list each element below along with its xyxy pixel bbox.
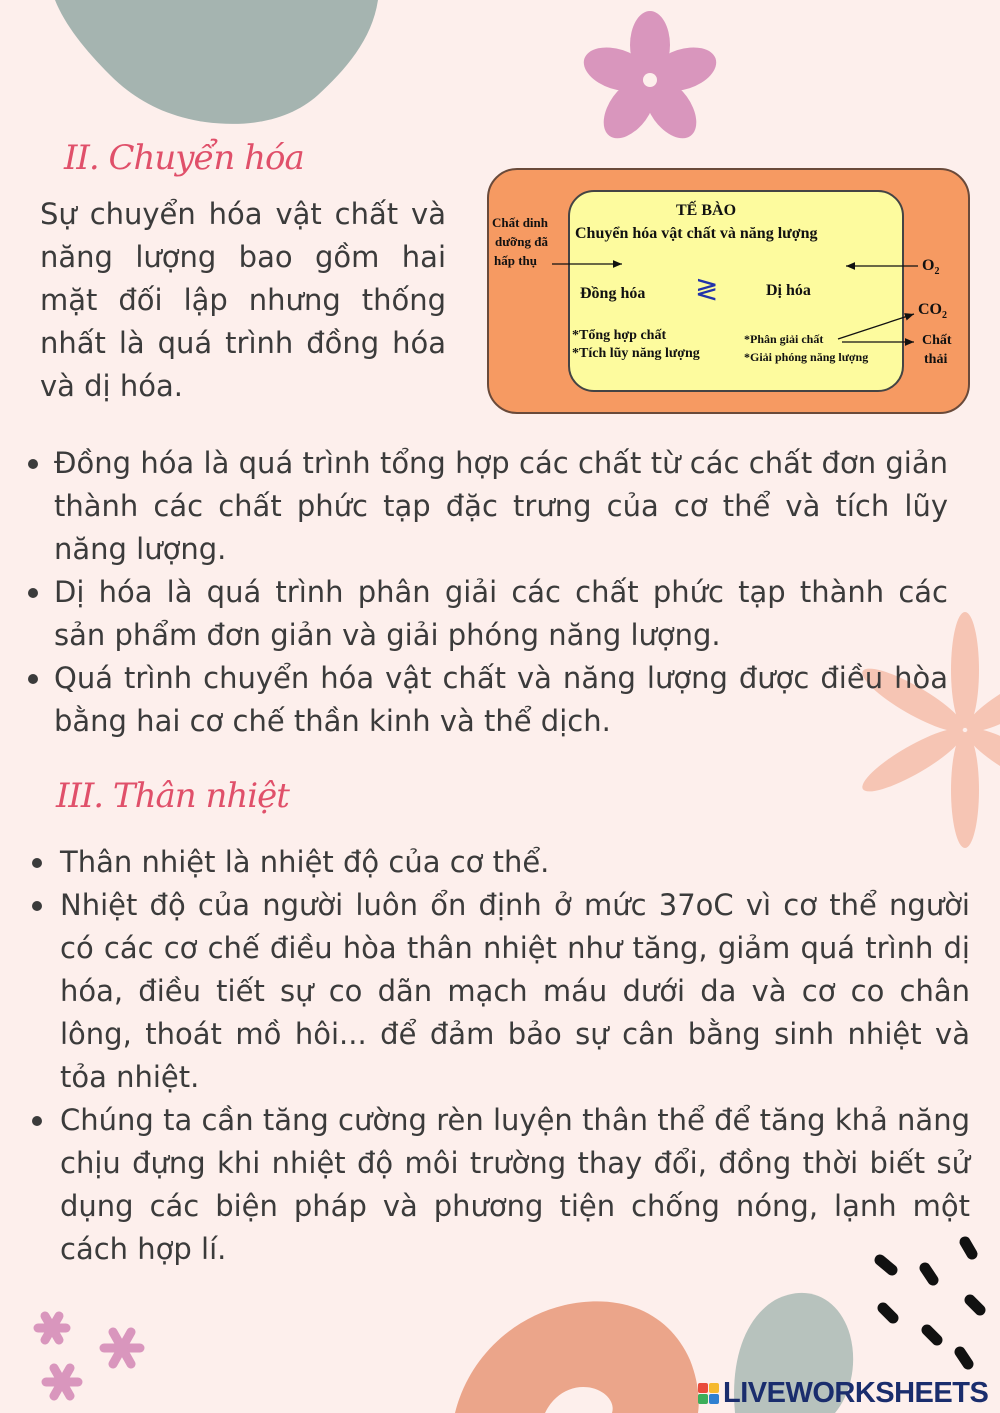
diagram-cell-label: TẾ BÀO	[676, 202, 737, 219]
section2-bullet-list	[28, 442, 948, 743]
diagram-waste-2: thải	[924, 352, 948, 367]
diagram-co2-sub: 2	[942, 310, 947, 322]
list-item: Nhiệt độ của người luôn ổn định ở mức 37oC vì cơ thể người có các cơ chế điều hòa thân nhiệt như tăng, giảm quá trình dị hóa, điều tiết sự co dãn mạch máu dưới da và cơ co chân lông, thoát mồ hôi... để đảm bảo sự cân bằng sinh nhiệt và tỏa nhiệt.	[32, 884, 970, 1099]
list-item: Đồng hóa là quá trình tổng hợp các chất từ các chất đơn giản thành các chất phức tạp đặc trưng của cơ thể và tích lũy năng lượng.	[28, 442, 948, 571]
logo-text: LIVEWORKSHEETS	[723, 1376, 989, 1409]
diagram-anabolism-note-2: *Tích lũy năng lượng	[572, 346, 700, 361]
diagram-title: Chuyển hóa vật chất và năng lượng	[575, 225, 818, 242]
logo-icon	[698, 1383, 719, 1404]
diagram-arrows	[0, 0, 1000, 420]
diagram-waste-1: Chất	[922, 333, 952, 348]
diagram-exchange-symbol: ≷	[695, 274, 719, 305]
section3-bullet-list	[32, 841, 970, 1271]
diagram-catabolism-note-1: *Phân giải chất	[744, 332, 824, 346]
section2-intro: Sự chuyển hóa vật chất và năng lượng bao gồm hai mặt đối lập nhưng thống nhất là quá trình đồng hóa và dị hóa.	[40, 197, 446, 403]
section3-heading: III. Thân nhiệt	[56, 776, 289, 816]
section2-heading: II. Chuyển hóa	[64, 138, 304, 178]
list-item: Dị hóa là quá trình phân giải các chất phức tạp thành các sản phẩm đơn giản và giải phóng năng lượng.	[28, 571, 948, 657]
list-item: Quá trình chuyển hóa vật chất và năng lượng được điều hòa bằng hai cơ chế thần kinh và thể dịch.	[28, 657, 948, 743]
list-item: Chúng ta cần tăng cường rèn luyện thân thể để tăng khả năng chịu đựng khi nhiệt độ môi trường thay đổi, đồng thời biết sử dụng các biện pháp và phương tiện chống nóng, lạnh một cách hợp lí.	[32, 1099, 970, 1271]
list-item: Thân nhiệt là nhiệt độ của cơ thể.	[32, 841, 970, 884]
liveworksheets-logo[interactable]	[698, 1377, 988, 1409]
diagram-catabolism-note-2: *Giải phóng năng lượng	[744, 350, 869, 364]
diagram-co2-text: CO	[918, 301, 942, 318]
diagram-input-label-2: dưỡng đã	[495, 234, 548, 249]
diagram-anabolism-note-1: *Tổng hợp chất	[572, 328, 667, 343]
diagram-catabolism: Dị hóa	[766, 282, 811, 299]
diagram-input-label-3: hấp thụ	[494, 253, 537, 268]
diagram-input-label-1: Chất dinh	[492, 215, 548, 230]
arrow-co2-out	[838, 314, 914, 339]
pink-asterisks	[38, 1316, 140, 1396]
diagram-anabolism: Đồng hóa	[580, 285, 646, 302]
diagram-o2-sub: 2	[934, 266, 940, 278]
diagram-o2-text: O	[922, 257, 935, 274]
